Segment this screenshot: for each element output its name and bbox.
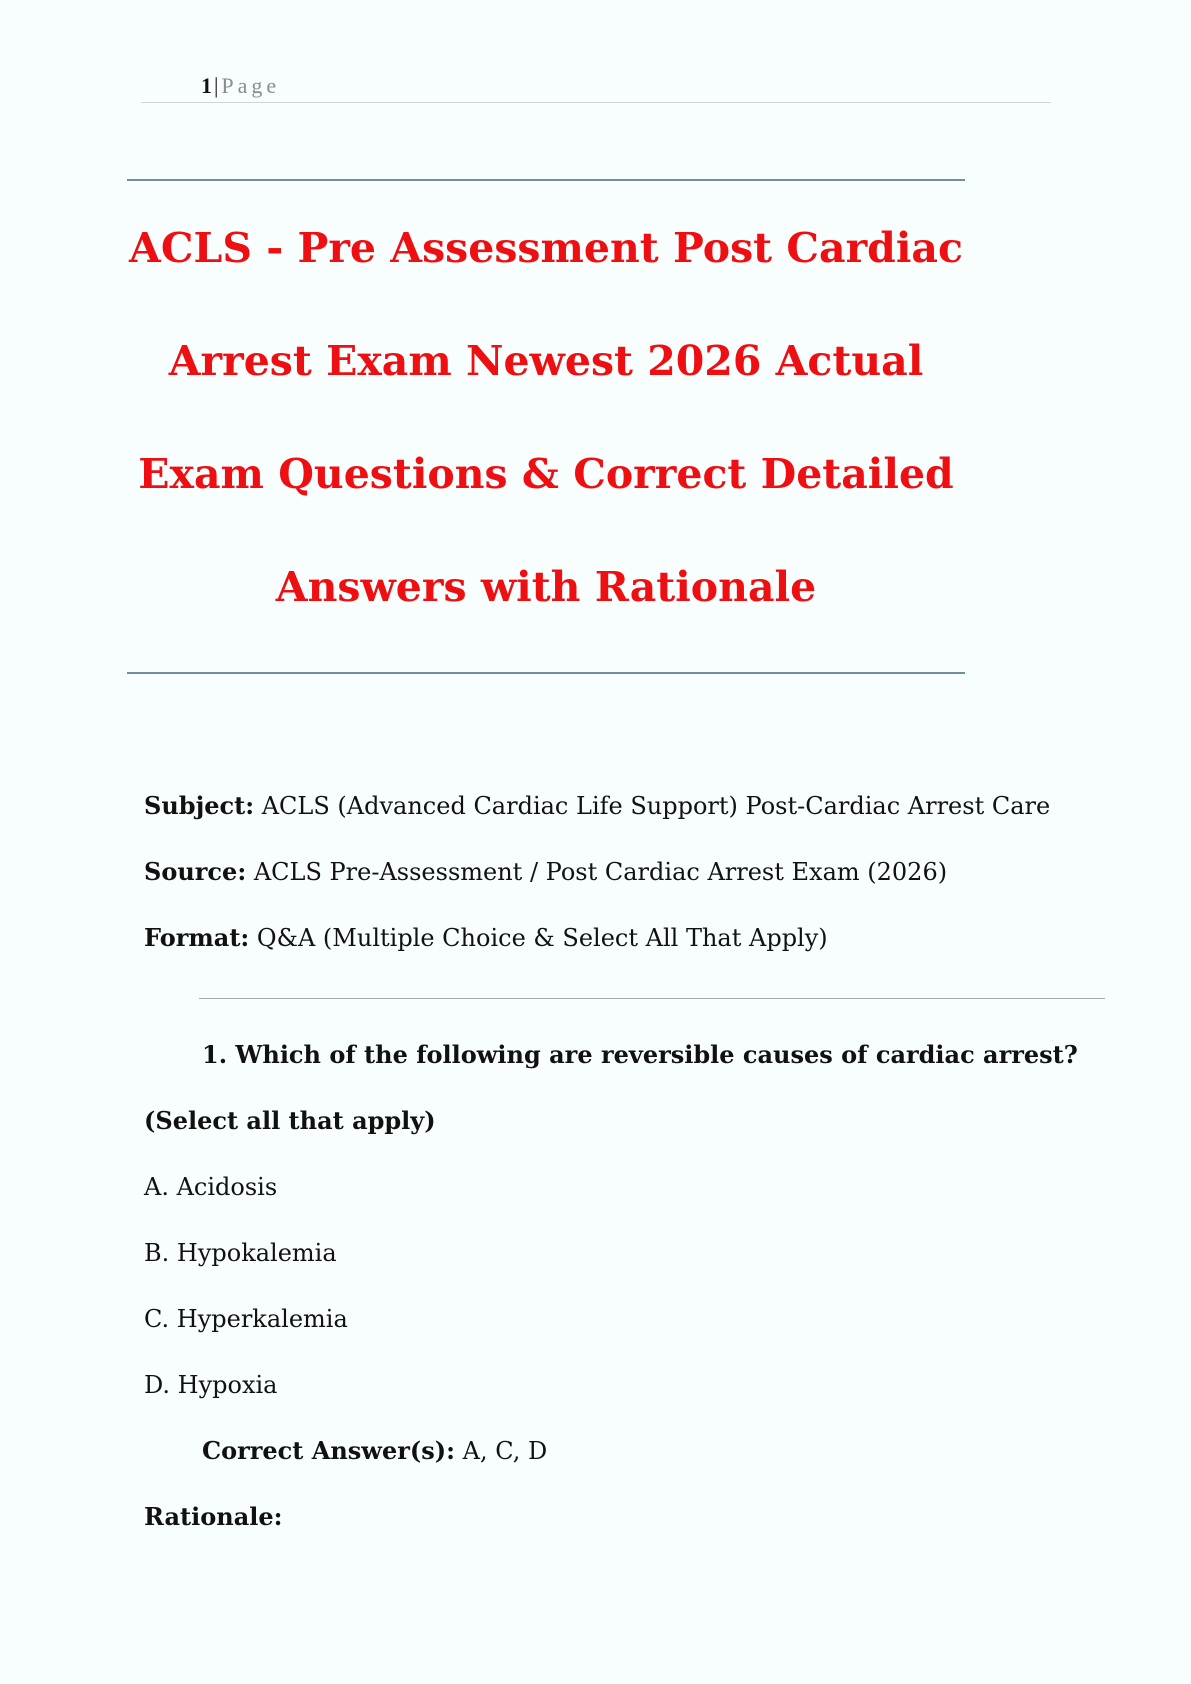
- document-title: [127, 192, 965, 644]
- correct-answer-line: [144, 1418, 1094, 1484]
- answer-option: D. Hypoxia: [144, 1371, 278, 1399]
- title-top-rule: [127, 179, 965, 181]
- answer-option: A. Acidosis: [144, 1173, 278, 1201]
- format-value: Q&A (Multiple Choice & Select All That Apply): [256, 924, 828, 952]
- source-line: [144, 839, 1104, 905]
- subject-value: ACLS (Advanced Cardiac Life Support) Post-Cardiac Arrest Care: [261, 792, 1051, 820]
- page-separator: |: [214, 73, 219, 98]
- source-label: Source:: [144, 857, 247, 886]
- correct-answer-label: Correct Answer(s):: [202, 1436, 455, 1465]
- title-line: Arrest Exam Newest 2026 Actual: [168, 337, 924, 385]
- source-value: ACLS Pre-Assessment / Post Cardiac Arrest Exam (2026): [253, 858, 948, 886]
- document-metadata: [144, 773, 1104, 971]
- question-block: [144, 1022, 1094, 1550]
- title-line: ACLS - Pre Assessment Post Cardiac: [129, 224, 963, 272]
- rationale-label: Rationale:: [144, 1502, 283, 1531]
- subject-line: [144, 773, 1104, 839]
- title-bottom-rule: [127, 672, 965, 674]
- section-divider: [199, 998, 1105, 999]
- question-text: 1. Which of the following are reversible causes of cardiac arrest?: [202, 1040, 1078, 1069]
- page-word: Page: [221, 73, 281, 98]
- format-line: [144, 905, 1104, 971]
- title-line: Exam Questions & Correct Detailed: [138, 450, 954, 498]
- correct-answer-value: A, C, D: [462, 1437, 548, 1465]
- answer-option: C. Hyperkalemia: [144, 1305, 348, 1333]
- page-header: [141, 70, 1051, 103]
- subject-label: Subject:: [144, 791, 255, 820]
- answer-option: B. Hypokalemia: [144, 1239, 337, 1267]
- format-label: Format:: [144, 923, 250, 952]
- page-number: 1: [201, 73, 212, 98]
- question-instruction: (Select all that apply): [144, 1106, 436, 1135]
- title-line: Answers with Rationale: [275, 563, 817, 611]
- page-number-indicator: [201, 74, 280, 98]
